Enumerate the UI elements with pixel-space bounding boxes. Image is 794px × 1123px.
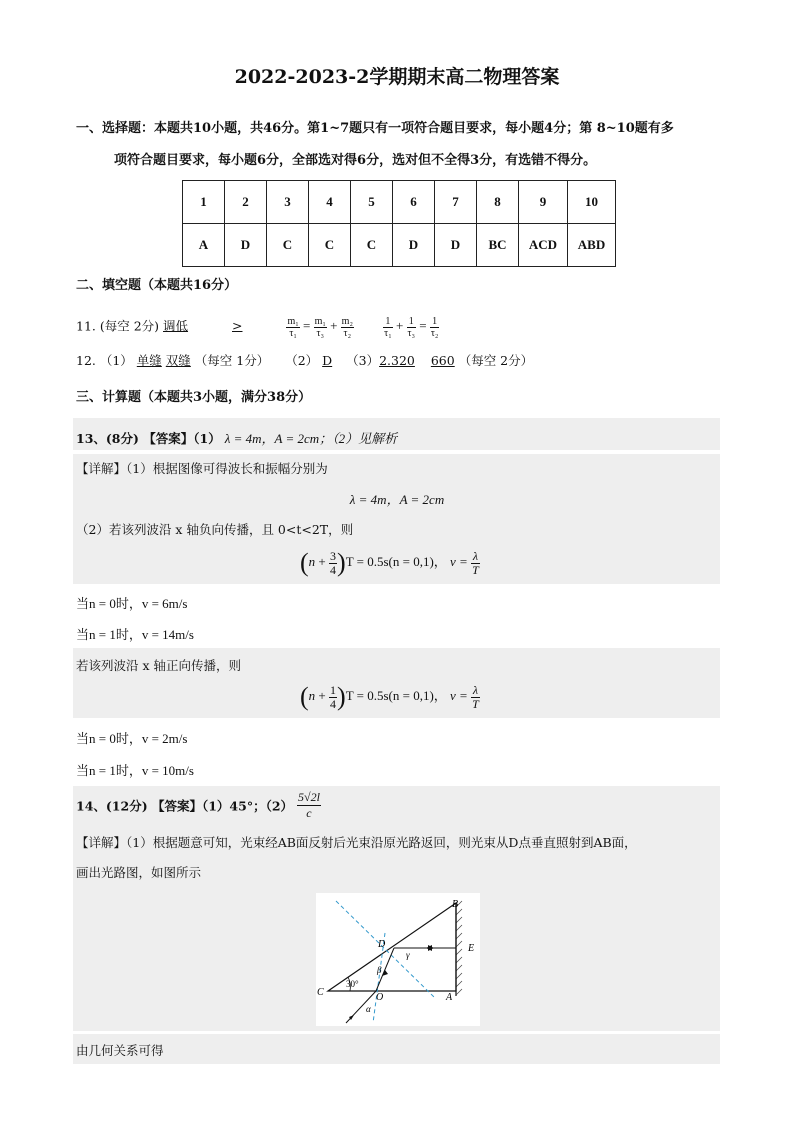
- table-cell: D: [435, 224, 477, 267]
- table-cell: D: [225, 224, 267, 267]
- q13-eq2: (n + $\frac{3}{4}$ )T = 0.5s(n = 0,1)， v = $\frac{\lambda}{T}$: [300, 548, 479, 577]
- q12-answer-4: 2.320: [379, 353, 415, 368]
- q11-formula-2: $\frac{1}{\text{τ₁}}$ + $\frac{1}{\text{τ₃}}$ = $\frac{1}{\text{τ₂}}$: [384, 316, 439, 339]
- table-cell: C: [309, 224, 351, 267]
- label-A: A: [446, 992, 453, 1003]
- table-cell: 6: [393, 181, 435, 224]
- table-cell: 8: [477, 181, 519, 224]
- q12-answer-1: 单缝: [136, 353, 162, 368]
- label-D: D: [378, 939, 386, 950]
- table-cell: ACD: [519, 224, 568, 267]
- q14-last-line: 由几何关系可得: [76, 1043, 164, 1058]
- light-path-figure: [316, 893, 480, 1026]
- table-cell: 3: [267, 181, 309, 224]
- label-E: E: [468, 943, 475, 954]
- q13-condition: （2）若该列波沿 x 轴负向传播，且 0<t<2T，则: [76, 522, 354, 537]
- table-cell: 2: [225, 181, 267, 224]
- label-O: O: [376, 992, 384, 1003]
- q12-answer-3: D: [322, 353, 333, 368]
- table-cell: C: [267, 224, 309, 267]
- q13-result-1: 当n = 0时，v = 6m/s: [76, 596, 188, 611]
- answer-table-number-row: [183, 181, 616, 224]
- table-cell: BC: [477, 224, 519, 267]
- q11-formula-1: $\frac{\text{m₁}}{\text{τ₁}}$ = $\frac{\text{m₁}}{\text{τ₃}}$ + $\frac{\text{m₂}}{\text{τ₂}}$: [287, 316, 353, 339]
- q11-prefix: 11. (每空 2分): [76, 318, 164, 334]
- q12-answer-2: 双缝: [165, 353, 191, 368]
- answer-table-answer-row: [183, 224, 616, 267]
- table-cell: 7: [435, 181, 477, 224]
- q11-line: [76, 316, 439, 339]
- q14-detail-2: 画出光路图，如图所示: [76, 865, 202, 880]
- q13-eq3: (n + $\frac{1}{4}$ )T = 0.5s(n = 0,1)， v = $\frac{\lambda}{T}$: [300, 682, 479, 711]
- q13-answer-line: 13、(8分) 【答案】（1） λ = 4m，A = 2cm；（2）见解析: [76, 431, 398, 446]
- q12-answer-5: 660: [430, 353, 455, 368]
- table-cell: 1: [183, 181, 225, 224]
- section1-line2: 项符合题目要求，每小题6分，全部选对得6分，选对但不全得3分，有选错不得分。: [114, 153, 597, 168]
- table-cell: ABD: [568, 224, 616, 267]
- q12-line: 12. （1） 单缝 双缝 （每空 1分） （2） D （3）2.320 660 （每空 2分）: [76, 353, 534, 368]
- q14-answer-line: 14、(12分) 【答案】（1）45°；（2） $\frac{5√2l}{c}$: [76, 790, 320, 820]
- q14-detail-1: 【详解】（1）根据题意可知，光束经AB面反射后光束沿原光路返回，则光束从D点垂直照射到AB面，: [76, 835, 637, 850]
- table-cell: 4: [309, 181, 351, 224]
- table-cell: 10: [568, 181, 616, 224]
- q11-answer-2: >: [232, 318, 243, 334]
- q13-condition-2: 若该列波沿 x 轴正向传播，则: [76, 658, 241, 673]
- table-cell: C: [351, 224, 393, 267]
- page-title: 2022-2023-2学期期末高二物理答案: [234, 66, 560, 88]
- section3-heading: 三、计算题（本题共3小题，满分38分）: [76, 390, 312, 405]
- table-cell: A: [183, 224, 225, 267]
- q13-eq1: λ = 4m，A = 2cm: [349, 492, 445, 507]
- label-C: C: [317, 987, 324, 998]
- q13-result-3: 当n = 0时，v = 2m/s: [76, 731, 188, 746]
- q13-result-4: 当n = 1时，v = 10m/s: [76, 763, 194, 778]
- label-gamma: γ: [406, 950, 410, 960]
- label-alpha: α: [366, 1004, 371, 1014]
- table-cell: D: [393, 224, 435, 267]
- q13-detail: 【详解】（1）根据图像可得波长和振幅分别为: [76, 461, 328, 476]
- table-cell: 5: [351, 181, 393, 224]
- section1-line1: 一、选择题：本题共10小题，共46分。第1~7题只有一项符合题目要求，每小题4分；第 8~10题有多: [76, 121, 674, 136]
- section2-heading: 二、填空题（本题共16分）: [76, 278, 238, 293]
- label-B: B: [452, 899, 459, 910]
- label-beta: β: [377, 965, 382, 975]
- table-cell: 9: [519, 181, 568, 224]
- label-30deg: 30°: [346, 979, 359, 989]
- answer-table: [182, 180, 616, 267]
- q11-answer-1: 调低: [163, 318, 189, 334]
- q13-result-2: 当n = 1时，v = 14m/s: [76, 627, 194, 642]
